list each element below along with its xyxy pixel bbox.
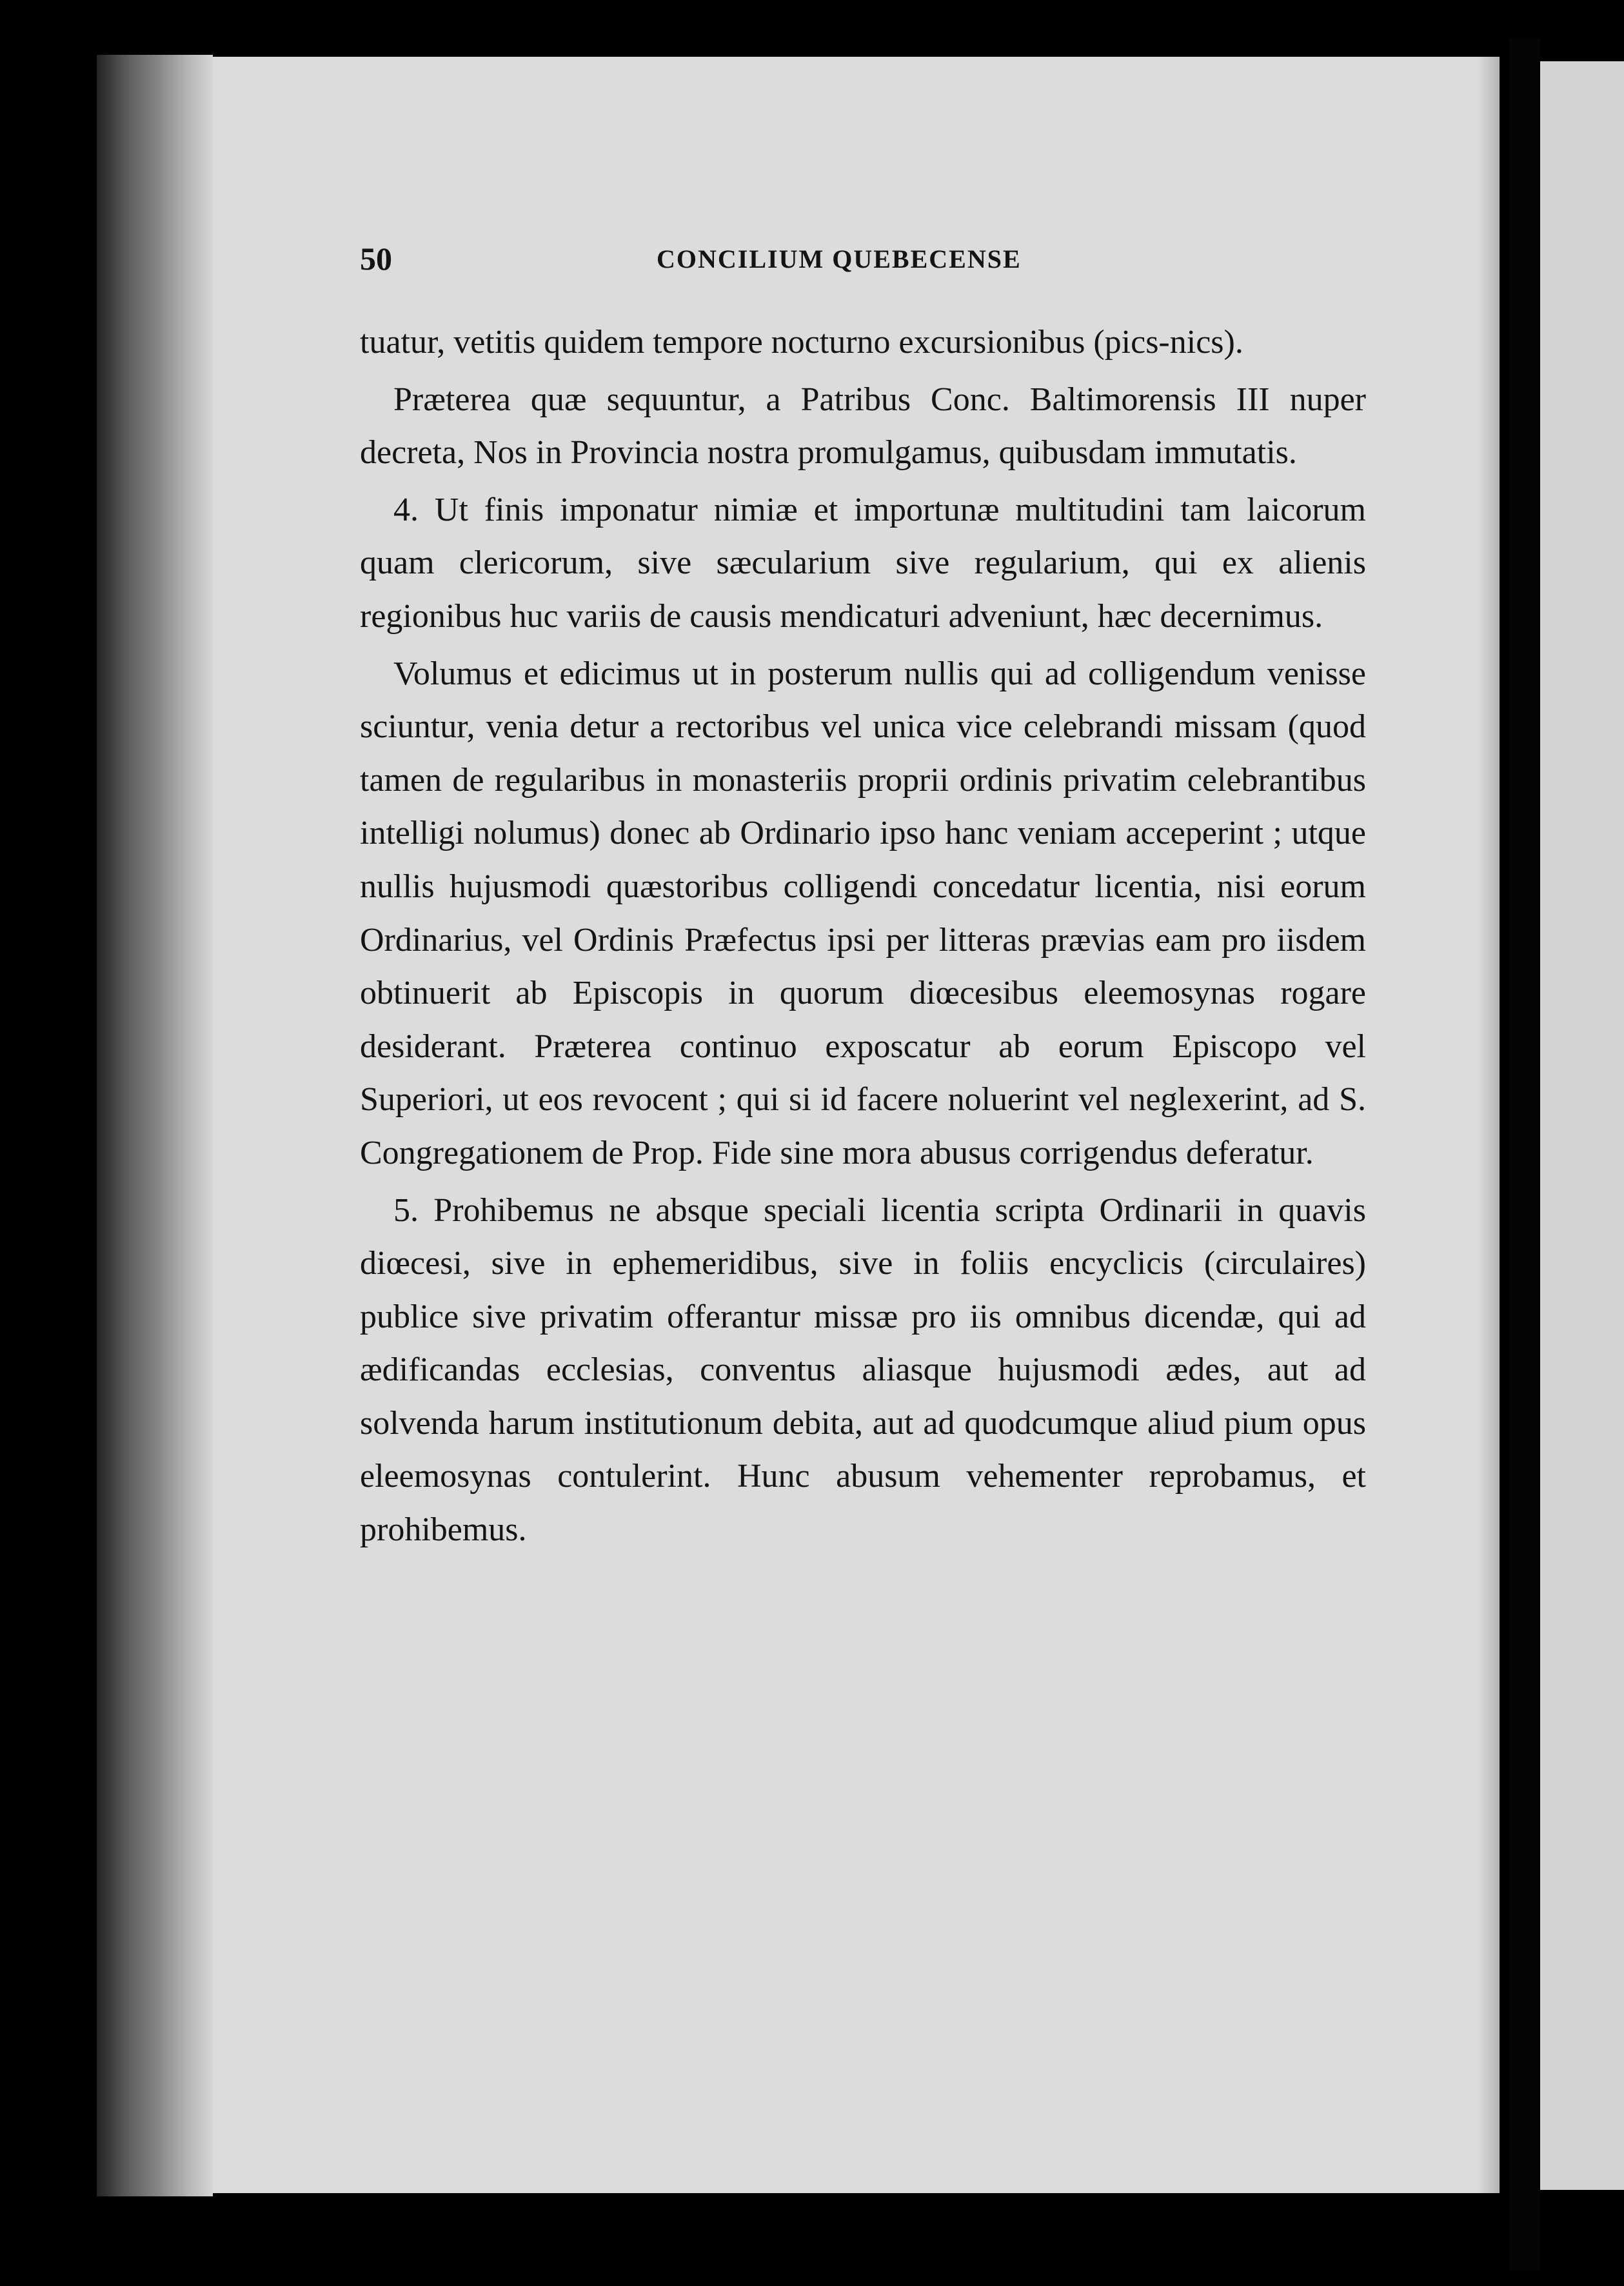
running-head xyxy=(360,240,1366,279)
paragraph-continuation: tuatur, vetitis quidem tempore nocturno excursionibus (pics-nics). xyxy=(360,324,1243,361)
page-number: 50 xyxy=(360,241,392,277)
book-gutter xyxy=(1509,39,1540,2271)
running-title: CONCILIUM QUEBECENSE xyxy=(657,244,1022,273)
paragraph-section-5: 5. Prohibemus ne absque speciali licentia scripta Ordinarii in quavis diœcesi, sive in ephemeridibus, sive in foliis encyclicis (circulaires) publice sive privatim offerantur missæ pro iis omnibus dicendæ, qui ad ædificandas ecclesias, conventus aliasque hujusmodi ædes, aut ad solvenda harum institutionum debita, aut ad quodcumque aliud pium opus eleemosynas contulerint. Hunc abusum vehementer reprobamus, et prohibemus. xyxy=(360,1191,1366,1549)
facing-page-edge xyxy=(1540,61,1624,2190)
body-text xyxy=(360,316,1366,1561)
paragraph-volumus: Volumus et edicimus ut in posterum nullis qui ad colligendum venisse sciuntur, venia detur a rectoribus vel unica vice celebrandi missam (quod tamen de regularibus in monasteriis proprii ordinis privatim celebrantibus intelligi nolumus) donec ab Ordinario ipso hanc veniam acceperint ; utque nullis hujusmodi quæstoribus colligendi concedatur licentia, nisi eorum Ordinarius, vel Ordinis Præfectus ipsi per litteras prævias eam pro iisdem obtinuerit ab Episcopis in quorum diœcesibus eleemosynas rogare desiderant. Præterea continuo exposcatur ab eorum Episcopo vel Superiori, ut eos revocent ; qui si id facere noluerint vel neglexerint, ad S. Congregationem de Prop. Fide sine mora abusus corrigendus deferatur. xyxy=(360,655,1366,1171)
page-edge-left xyxy=(97,55,213,2196)
paragraph-praeterea: Præterea quæ sequuntur, a Patribus Conc. Baltimorensis III nuper decreta, Nos in Provincia nostra promulgamus, quibusdam immutatis. xyxy=(360,381,1366,472)
page-binding-shadow xyxy=(1477,57,1509,2193)
paragraph-section-4: 4. Ut finis imponatur nimiæ et importunæ multitudini tam laicorum quam clericorum, sive sæcularium sive regularium, qui ex alienis regionibus huc variis de causis mendicaturi adveniunt, hæc decernimus. xyxy=(360,491,1366,635)
